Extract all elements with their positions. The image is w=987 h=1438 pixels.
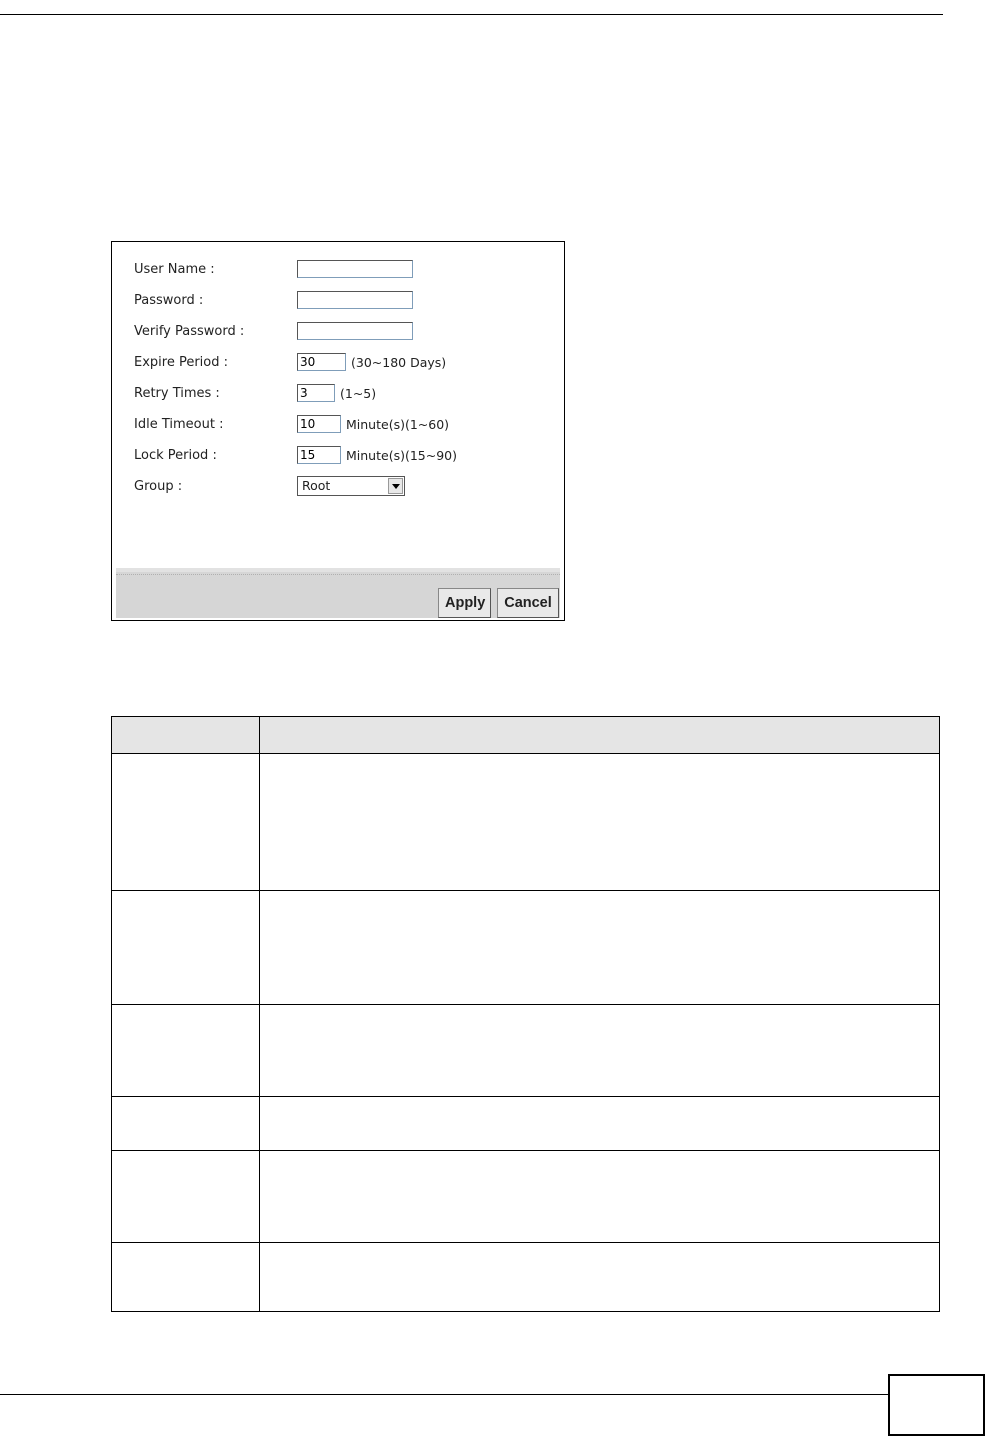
user-account-dialog xyxy=(111,241,565,621)
expire-period-label: Expire Period : xyxy=(134,355,229,370)
table-cell-label xyxy=(112,754,260,891)
table-cell-description xyxy=(260,1097,940,1151)
user-name-input[interactable] xyxy=(297,260,413,278)
group-row xyxy=(134,476,554,498)
verify-password-label: Verify Password : xyxy=(134,324,245,339)
table-cell-label xyxy=(112,1005,260,1097)
password-row xyxy=(134,290,554,312)
verify-password-input[interactable] xyxy=(297,322,413,340)
password-input[interactable] xyxy=(297,291,413,309)
cancel-button[interactable]: Cancel xyxy=(497,588,559,618)
table-row xyxy=(112,891,940,1005)
group-label: Group : xyxy=(134,479,183,494)
table-row xyxy=(112,1097,940,1151)
idle-timeout-hint: Minute(s)(1~60) xyxy=(346,416,450,432)
table-row xyxy=(112,754,940,891)
table-cell-label xyxy=(112,1243,260,1312)
table-header-row xyxy=(112,717,940,754)
table-row xyxy=(112,1005,940,1097)
button-bar xyxy=(116,568,560,618)
table-cell-description xyxy=(260,891,940,1005)
expire-period-hint: (30~180 Days) xyxy=(351,354,447,370)
field-description-table xyxy=(111,716,940,1312)
apply-button[interactable]: Apply xyxy=(438,588,491,618)
group-select-value: Root xyxy=(302,478,331,493)
group-select[interactable] xyxy=(297,476,405,496)
table-cell-description xyxy=(260,1005,940,1097)
table-cell-description xyxy=(260,754,940,891)
retry-times-row xyxy=(134,383,554,405)
lock-period-row xyxy=(134,445,554,467)
lock-period-input[interactable] xyxy=(297,446,341,464)
lock-period-label: Lock Period : xyxy=(134,448,217,463)
idle-timeout-row xyxy=(134,414,554,436)
table-row xyxy=(112,1151,940,1243)
footer-rule xyxy=(0,1394,888,1395)
retry-times-input[interactable] xyxy=(297,384,335,402)
header-rule xyxy=(0,14,943,15)
idle-timeout-input[interactable] xyxy=(297,415,341,433)
table-header-description-cell xyxy=(260,717,940,754)
chevron-down-icon[interactable] xyxy=(388,478,403,494)
password-label: Password : xyxy=(134,293,204,308)
table-row xyxy=(112,1243,940,1312)
retry-times-label: Retry Times : xyxy=(134,386,220,401)
user-name-label: User Name : xyxy=(134,262,215,277)
verify-password-row xyxy=(134,321,554,343)
expire-period-input[interactable] xyxy=(297,353,346,371)
table-cell-description xyxy=(260,1151,940,1243)
lock-period-hint: Minute(s)(15~90) xyxy=(346,447,457,463)
table-header-label-cell xyxy=(112,717,260,754)
page-number-box xyxy=(888,1374,985,1436)
table-cell-description xyxy=(260,1243,940,1312)
table-cell-label xyxy=(112,1151,260,1243)
expire-period-row xyxy=(134,352,554,374)
idle-timeout-label: Idle Timeout : xyxy=(134,417,224,432)
table-cell-label xyxy=(112,891,260,1005)
table-cell-label xyxy=(112,1097,260,1151)
retry-times-hint: (1~5) xyxy=(340,385,377,401)
user-name-row xyxy=(134,259,554,281)
